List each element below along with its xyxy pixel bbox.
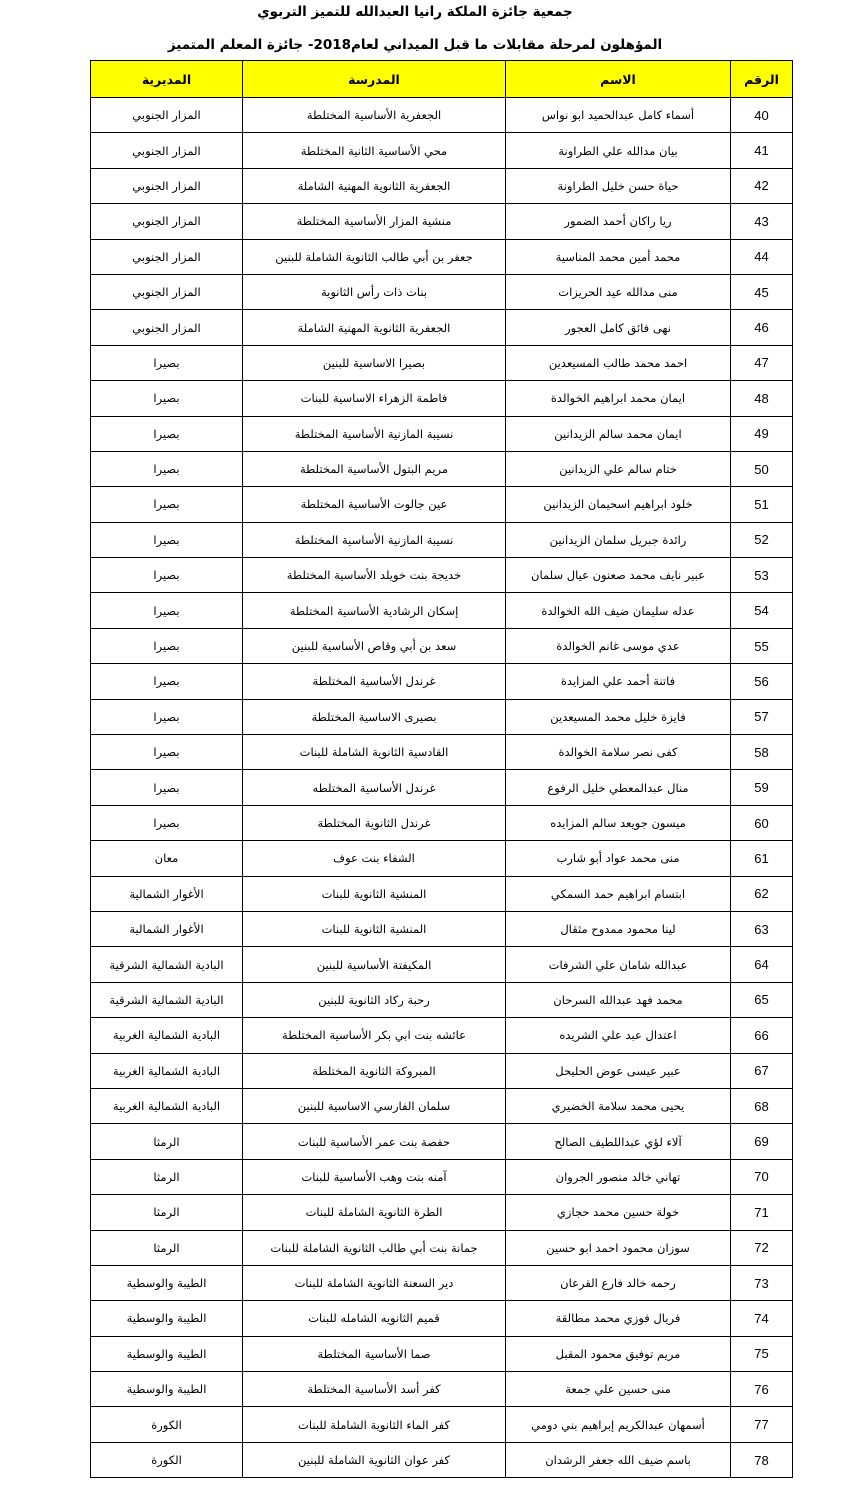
cell-school: جعفر بن أبي طالب الثانوية الشاملة للبنين — [243, 239, 506, 274]
cell-name: ايمان محمد سالم الزيدانين — [506, 416, 731, 451]
cell-directorate: بصيرا — [91, 381, 243, 416]
cell-name: محمد فهد عبدالله السرحان — [506, 982, 731, 1017]
cell-school: سلمان الفارسي الاساسية للبنين — [243, 1088, 506, 1123]
cell-number: 71 — [731, 1195, 793, 1230]
cell-name: أسمهان عبدالكريم إبراهيم بني دومي — [506, 1407, 731, 1442]
cell-directorate: المزار الجنوبي — [91, 133, 243, 168]
cell-number: 77 — [731, 1407, 793, 1442]
table-row — [91, 770, 793, 805]
cell-number: 59 — [731, 770, 793, 805]
cell-directorate: بصيرا — [91, 451, 243, 486]
cell-directorate: بصيرا — [91, 805, 243, 840]
table-row — [91, 911, 793, 946]
table-row — [91, 735, 793, 770]
cell-name: فريال فوزي محمد مطالقة — [506, 1301, 731, 1336]
cell-directorate: بصيرا — [91, 416, 243, 451]
cell-number: 78 — [731, 1442, 793, 1477]
cell-number: 51 — [731, 487, 793, 522]
cell-number: 56 — [731, 664, 793, 699]
cell-name: مريم توفيق محمود المقبل — [506, 1336, 731, 1371]
cell-name: منى مدالله عيد الحريزات — [506, 274, 731, 309]
cell-school: كفر الماء الثانوية الشاملة للبنات — [243, 1407, 506, 1442]
cell-directorate: معان — [91, 841, 243, 876]
cell-number: 43 — [731, 204, 793, 239]
cell-school: عين جالوت الأساسية المختلطة — [243, 487, 506, 522]
cell-name: خولة حسين محمد حجازي — [506, 1195, 731, 1230]
table-header-row — [91, 61, 793, 98]
cell-number: 75 — [731, 1336, 793, 1371]
cell-directorate: البادية الشمالية الغربية — [91, 1088, 243, 1123]
cell-directorate: الطيبة والوسطية — [91, 1336, 243, 1371]
cell-school: غرندل الثانوية المختلطة — [243, 805, 506, 840]
cell-number: 74 — [731, 1301, 793, 1336]
cell-school: الجعفرية الثانوية المهنية الشاملة — [243, 310, 506, 345]
cell-directorate: بصيرا — [91, 593, 243, 628]
table-row — [91, 947, 793, 982]
cell-name: يحيى محمد سلامة الخضيري — [506, 1088, 731, 1123]
table-body — [91, 98, 793, 1478]
cell-school: منشية المزار الأساسية المختلطة — [243, 204, 506, 239]
cell-number: 46 — [731, 310, 793, 345]
cell-directorate: الأغوار الشمالية — [91, 876, 243, 911]
cell-school: قميم الثانويه الشامله للبنات — [243, 1301, 506, 1336]
cell-school: المبروكة الثانوية المختلطة — [243, 1053, 506, 1088]
cell-number: 52 — [731, 522, 793, 557]
table-row — [91, 1230, 793, 1265]
cell-number: 54 — [731, 593, 793, 628]
cell-school: فاطمة الزهراء الاساسية للبنات — [243, 381, 506, 416]
table-row — [91, 133, 793, 168]
cell-name: ريا راكان أحمد الضمور — [506, 204, 731, 239]
cell-name: احمد محمد طالب المسيعدين — [506, 345, 731, 380]
cell-school: بصيرا الاساسية للبنين — [243, 345, 506, 380]
page-subtitle: المؤهلون لمرحلة مقابلات ما قبل الميداني لعام2018- جائزة المعلم المتميز — [167, 37, 663, 53]
table-row — [91, 982, 793, 1017]
table-row — [91, 204, 793, 239]
cell-name: عدي موسى غانم الخوالدة — [506, 628, 731, 663]
table-row — [91, 664, 793, 699]
cell-directorate: البادية الشمالية الشرقية — [91, 982, 243, 1017]
cell-number: 63 — [731, 911, 793, 946]
cell-name: بيان مدالله علي الطراونة — [506, 133, 731, 168]
cell-directorate: الطيبة والوسطية — [91, 1265, 243, 1300]
cell-school: غرندل الأساسية المختلطة — [243, 664, 506, 699]
cell-directorate: المزار الجنوبي — [91, 98, 243, 133]
cell-number: 66 — [731, 1018, 793, 1053]
table-row — [91, 1053, 793, 1088]
table-row — [91, 1407, 793, 1442]
cell-school: المكيفتة الأساسية للبنين — [243, 947, 506, 982]
table-row — [91, 1195, 793, 1230]
cell-number: 49 — [731, 416, 793, 451]
cell-name: عبير نايف محمد صعنون عيال سلمان — [506, 558, 731, 593]
table-row — [91, 274, 793, 309]
table-row — [91, 699, 793, 734]
cell-school: عائشه بنت ابي بكر الأساسية المختلطة — [243, 1018, 506, 1053]
cell-school: حفصة بنت عمر الأساسية للبنات — [243, 1124, 506, 1159]
cell-name: منى حسين علي جمعة — [506, 1372, 731, 1407]
cell-number: 53 — [731, 558, 793, 593]
cell-school: القادسية الثانوية الشاملة للبنات — [243, 735, 506, 770]
cell-directorate: المزار الجنوبي — [91, 310, 243, 345]
cell-number: 68 — [731, 1088, 793, 1123]
cell-directorate: الكورة — [91, 1442, 243, 1477]
table-row — [91, 1088, 793, 1123]
cell-number: 41 — [731, 133, 793, 168]
cell-name: آلاء لؤي عبداللطيف الصالح — [506, 1124, 731, 1159]
cell-school: كفر عوان الثانوية الشاملة للبنين — [243, 1442, 506, 1477]
cell-number: 50 — [731, 451, 793, 486]
column-header-number: الرقم — [731, 61, 793, 98]
cell-name: رائدة جبريل سلمان الزيدانين — [506, 522, 731, 557]
cell-directorate: المزار الجنوبي — [91, 168, 243, 203]
table-row — [91, 451, 793, 486]
cell-directorate: الطيبة والوسطية — [91, 1372, 243, 1407]
cell-name: أسماء كامل عبدالحميد ابو نواس — [506, 98, 731, 133]
cell-name: اعتدال عبد علي الشريده — [506, 1018, 731, 1053]
cell-directorate: الكورة — [91, 1407, 243, 1442]
table-row — [91, 487, 793, 522]
cell-directorate: الرمثا — [91, 1230, 243, 1265]
cell-name: ختام سالم علي الزيدانين — [506, 451, 731, 486]
table-row — [91, 1372, 793, 1407]
cell-directorate: بصيرا — [91, 699, 243, 734]
cell-directorate: البادية الشمالية الغربية — [91, 1053, 243, 1088]
cell-name: ابتسام ابراهيم حمد السمكي — [506, 876, 731, 911]
cell-school: محي الأساسية الثانية المختلطة — [243, 133, 506, 168]
table-row — [91, 1159, 793, 1194]
cell-school: الجعفرية الثانوية المهنية الشاملة — [243, 168, 506, 203]
cell-number: 58 — [731, 735, 793, 770]
cell-number: 44 — [731, 239, 793, 274]
cell-school: المنشية الثانوية للبنات — [243, 876, 506, 911]
cell-number: 55 — [731, 628, 793, 663]
cell-name: ايمان محمد ابراهيم الخوالدة — [506, 381, 731, 416]
cell-school: بصيرى الاساسية المختلطة — [243, 699, 506, 734]
cell-directorate: الرمثا — [91, 1159, 243, 1194]
cell-number: 60 — [731, 805, 793, 840]
cell-name: باسم ضيف الله جعفر الرشدان — [506, 1442, 731, 1477]
cell-directorate: المزار الجنوبي — [91, 239, 243, 274]
cell-directorate: بصيرا — [91, 345, 243, 380]
cell-name: فاتنة أحمد علي المزايدة — [506, 664, 731, 699]
cell-directorate: بصيرا — [91, 522, 243, 557]
table-row — [91, 345, 793, 380]
cell-school: صما الأساسية المختلطة — [243, 1336, 506, 1371]
cell-school: رحبة ركاد الثانوية للبنين — [243, 982, 506, 1017]
cell-school: الشفاء بنت عوف — [243, 841, 506, 876]
cell-school: جمانة بنت أبي طالب الثانوية الشاملة للبنات — [243, 1230, 506, 1265]
cell-name: منى محمد عواد أبو شارب — [506, 841, 731, 876]
cell-number: 72 — [731, 1230, 793, 1265]
cell-name: حياة حسن خليل الطراونة — [506, 168, 731, 203]
cell-name: رحمه خالد فارع القرعان — [506, 1265, 731, 1300]
cell-school: سعد بن أبي وقاص الأساسية للبنين — [243, 628, 506, 663]
cell-number: 73 — [731, 1265, 793, 1300]
cell-directorate: بصيرا — [91, 664, 243, 699]
cell-name: خلود ابراهيم اسحيمان الزيدانين — [506, 487, 731, 522]
column-header-directorate: المديرية — [91, 61, 243, 98]
cell-number: 70 — [731, 1159, 793, 1194]
cell-number: 57 — [731, 699, 793, 734]
table-row — [91, 98, 793, 133]
cell-number: 64 — [731, 947, 793, 982]
cell-school: دير السعنة الثانوية الشاملة للبنات — [243, 1265, 506, 1300]
cell-directorate: البادية الشمالية الغربية — [91, 1018, 243, 1053]
page-title: جمعية جائزة الملكة رانيا العبدالله للتميز التربوي — [257, 4, 573, 20]
table-row — [91, 1124, 793, 1159]
column-header-school: المدرسة — [243, 61, 506, 98]
cell-number: 45 — [731, 274, 793, 309]
table-row — [91, 1442, 793, 1477]
cell-name: كفى نصر سلامة الخوالدة — [506, 735, 731, 770]
cell-school: الطرة الثانوية الشاملة للبنات — [243, 1195, 506, 1230]
cell-number: 47 — [731, 345, 793, 380]
cell-directorate: الرمثا — [91, 1124, 243, 1159]
table-row — [91, 805, 793, 840]
cell-directorate: المزار الجنوبي — [91, 274, 243, 309]
table-row — [91, 841, 793, 876]
column-header-name: الاسم — [506, 61, 731, 98]
cell-name: منال عبدالمعطي خليل الرفوع — [506, 770, 731, 805]
cell-number: 48 — [731, 381, 793, 416]
cell-name: فايزة خليل محمد المسيعدين — [506, 699, 731, 734]
table-row — [91, 239, 793, 274]
cell-directorate: البادية الشمالية الشرقية — [91, 947, 243, 982]
cell-directorate: بصيرا — [91, 735, 243, 770]
table-row — [91, 168, 793, 203]
cell-school: كفر أسد الأساسية المختلطة — [243, 1372, 506, 1407]
cell-number: 69 — [731, 1124, 793, 1159]
table-row — [91, 522, 793, 557]
cell-school: مريم البتول الأساسية المختلطة — [243, 451, 506, 486]
cell-directorate: بصيرا — [91, 770, 243, 805]
table-row — [91, 628, 793, 663]
table-row — [91, 593, 793, 628]
table-row — [91, 1018, 793, 1053]
cell-directorate: المزار الجنوبي — [91, 204, 243, 239]
cell-number: 67 — [731, 1053, 793, 1088]
table-row — [91, 381, 793, 416]
cell-school: إسكان الرشادية الأساسية المختلطة — [243, 593, 506, 628]
cell-directorate: بصيرا — [91, 628, 243, 663]
cell-school: غرندل الأساسية المختلطه — [243, 770, 506, 805]
table-row — [91, 416, 793, 451]
cell-school: نسيبة المازنية الأساسية المختلطة — [243, 416, 506, 451]
cell-name: سوزان محمود احمد ابو حسين — [506, 1230, 731, 1265]
cell-name: لينا محمود ممدوح مثقال — [506, 911, 731, 946]
cell-name: تهاني خالد منصور الجروان — [506, 1159, 731, 1194]
table-row — [91, 558, 793, 593]
cell-school: آمنه بنت وهب الأساسية للبنات — [243, 1159, 506, 1194]
candidates-table — [90, 60, 793, 1478]
table-row — [91, 1301, 793, 1336]
cell-name: عبدالله شامان علي الشرفات — [506, 947, 731, 982]
cell-school: نسيبة المازنية الأساسية المختلطة — [243, 522, 506, 557]
cell-number: 62 — [731, 876, 793, 911]
cell-name: عدله سليمان ضيف الله الخوالدة — [506, 593, 731, 628]
table-row — [91, 1336, 793, 1371]
cell-directorate: بصيرا — [91, 487, 243, 522]
cell-directorate: الأغوار الشمالية — [91, 911, 243, 946]
cell-number: 40 — [731, 98, 793, 133]
cell-school: المنشية الثانوية للبنات — [243, 911, 506, 946]
table-row — [91, 310, 793, 345]
cell-school: بنات ذات رأس الثانوية — [243, 274, 506, 309]
cell-number: 42 — [731, 168, 793, 203]
table-row — [91, 1265, 793, 1300]
cell-number: 61 — [731, 841, 793, 876]
cell-name: عبير عيسى عوض الحليحل — [506, 1053, 731, 1088]
cell-directorate: الرمثا — [91, 1195, 243, 1230]
cell-name: ميسون جويعد سالم المزايده — [506, 805, 731, 840]
cell-school: الجعفرية الأساسية المختلطة — [243, 98, 506, 133]
cell-school: خديجة بنت خويلد الأساسية المختلطة — [243, 558, 506, 593]
table-row — [91, 876, 793, 911]
cell-name: محمد أمين محمد المناسية — [506, 239, 731, 274]
cell-directorate: بصيرا — [91, 558, 243, 593]
cell-directorate: الطيبة والوسطية — [91, 1301, 243, 1336]
cell-number: 65 — [731, 982, 793, 1017]
cell-name: نهى فائق كامل العجور — [506, 310, 731, 345]
cell-number: 76 — [731, 1372, 793, 1407]
